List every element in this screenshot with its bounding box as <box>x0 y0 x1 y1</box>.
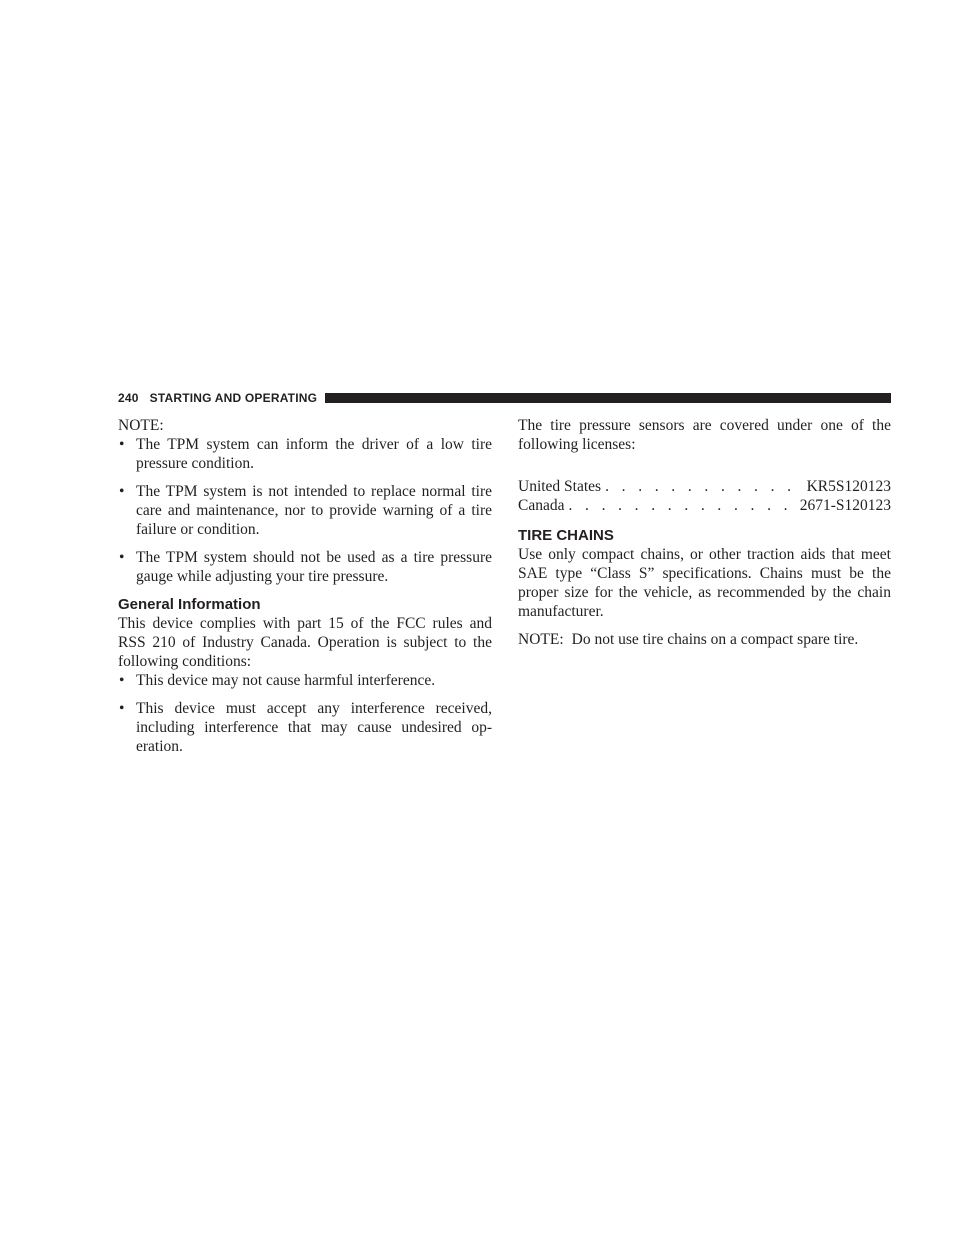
licenses-intro: The tire pressure sensors are covered under one of the following licenses: <box>518 417 891 453</box>
tire-chains-heading: TIRE CHAINS <box>518 527 614 544</box>
note-label: NOTE: <box>118 417 164 434</box>
license-country: United States <box>518 478 602 495</box>
right-column <box>518 416 891 649</box>
general-information-paragraph: This device complies with part 15 of the FCC rules and RSS 210 of Industry Canada. Operation is subject to the following conditions: <box>118 615 492 670</box>
condition-bullet-item: • This device may not cause harmful interference. <box>118 671 492 690</box>
license-code: 2671-S120123 <box>799 497 891 514</box>
tire-chains-paragraph: Use only compact chains, or other traction aids that meet SAE type “Class S” specifications. Chains must be the proper size for the vehicle, as recommended by the chain manufacturer. <box>518 546 891 620</box>
note-text: Do not use tire chains on a compact spare tire. <box>571 631 859 648</box>
general-information-heading: General Information <box>118 596 261 613</box>
condition-bullet-list <box>118 671 492 756</box>
dot-leader <box>605 477 803 496</box>
page-header <box>118 389 891 407</box>
license-country: Canada <box>518 497 565 514</box>
note-bullet-item: • The TPM system is not intended to replace normal tire care and maintenance, nor to provide warning of a tire failure or condition. <box>118 482 492 539</box>
header-rule <box>325 393 891 403</box>
note-label: NOTE: <box>518 631 564 648</box>
license-list <box>518 477 891 515</box>
note-bullet-item: • The TPM system can inform the driver of a low tire pressure condition. <box>118 435 492 473</box>
note-bullet-list <box>118 435 492 586</box>
dot-leader <box>568 496 795 515</box>
section-title: STARTING AND OPERATING <box>149 391 318 405</box>
left-column <box>118 416 492 756</box>
page-number: 240 <box>118 391 139 405</box>
note-bullet-item: • The TPM system should not be used as a tire pressure gauge while adjusting your tire pressure. <box>118 548 492 586</box>
tire-chains-note <box>518 630 891 649</box>
condition-bullet-item: • This device must accept any interference received, including interference that may cause undesired op-eration. <box>118 699 492 756</box>
license-row <box>518 477 891 496</box>
license-code: KR5S120123 <box>806 478 891 495</box>
license-row <box>518 496 891 515</box>
